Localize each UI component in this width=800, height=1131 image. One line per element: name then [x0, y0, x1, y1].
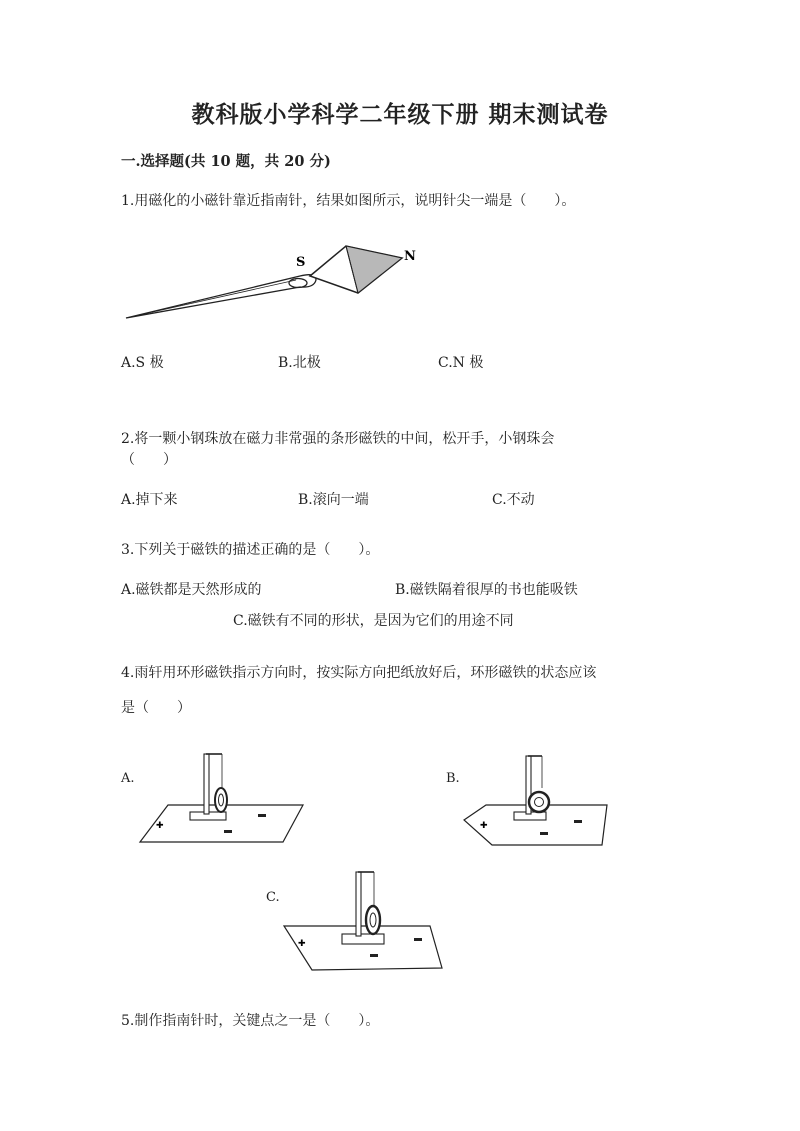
q2-option-c: C.不动 — [492, 492, 535, 508]
svg-text:✚: ✚ — [156, 821, 164, 831]
svg-text:✚: ✚ — [298, 939, 306, 949]
q4-option-a-label: A. — [121, 771, 135, 786]
question-3-text: 3.下列关于磁铁的描述正确的是（ ）。 — [121, 542, 380, 558]
n-pole-label: N — [404, 249, 416, 264]
q2-option-a: A.掉下来 — [121, 492, 178, 508]
page-title: 教科版小学科学二年级下册 期末测试卷 — [191, 101, 609, 128]
question-1-text: 1.用磁化的小磁针靠近指南针，结果如图所示，说明针尖一端是（ ）。 — [121, 193, 576, 209]
q1-option-a: A.S 极 — [121, 355, 164, 371]
section-heading: 一.选择题(共 10 题，共 20 分) — [121, 153, 331, 170]
ring-magnet-figure-a — [138, 750, 308, 850]
ring-magnet-figure-c — [282, 868, 452, 978]
q1-option-b: B.北极 — [278, 355, 321, 371]
q2-option-b: B.滚向一端 — [298, 492, 369, 508]
question-4-bracket: 是（ ） — [121, 700, 191, 716]
svg-text:✚: ✚ — [480, 821, 488, 831]
q3-option-a: A.磁铁都是天然形成的 — [121, 582, 262, 598]
ring-magnet-figure-b — [462, 750, 612, 850]
q3-option-c: C.磁铁有不同的形状，是因为它们的用途不同 — [233, 613, 514, 629]
s-pole-label: S — [296, 255, 306, 270]
question-4-text: 4.雨轩用环形磁铁指示方向时，按实际方向把纸放好后，环形磁铁的状态应该 — [121, 665, 597, 681]
needle-compass-figure — [120, 238, 420, 328]
question-2-text: 2.将一颗小钢珠放在磁力非常强的条形磁铁的中间，松开手，小钢珠会 — [121, 431, 555, 447]
q3-option-b: B.磁铁隔着很厚的书也能吸铁 — [395, 582, 578, 598]
q1-option-c: C.N 极 — [438, 355, 484, 371]
question-5-text: 5.制作指南针时，关键点之一是（ ）。 — [121, 1013, 380, 1029]
q4-option-b-label: B. — [446, 771, 460, 786]
q4-option-c-label: C. — [266, 890, 280, 905]
question-2-bracket: （ ） — [121, 452, 177, 468]
